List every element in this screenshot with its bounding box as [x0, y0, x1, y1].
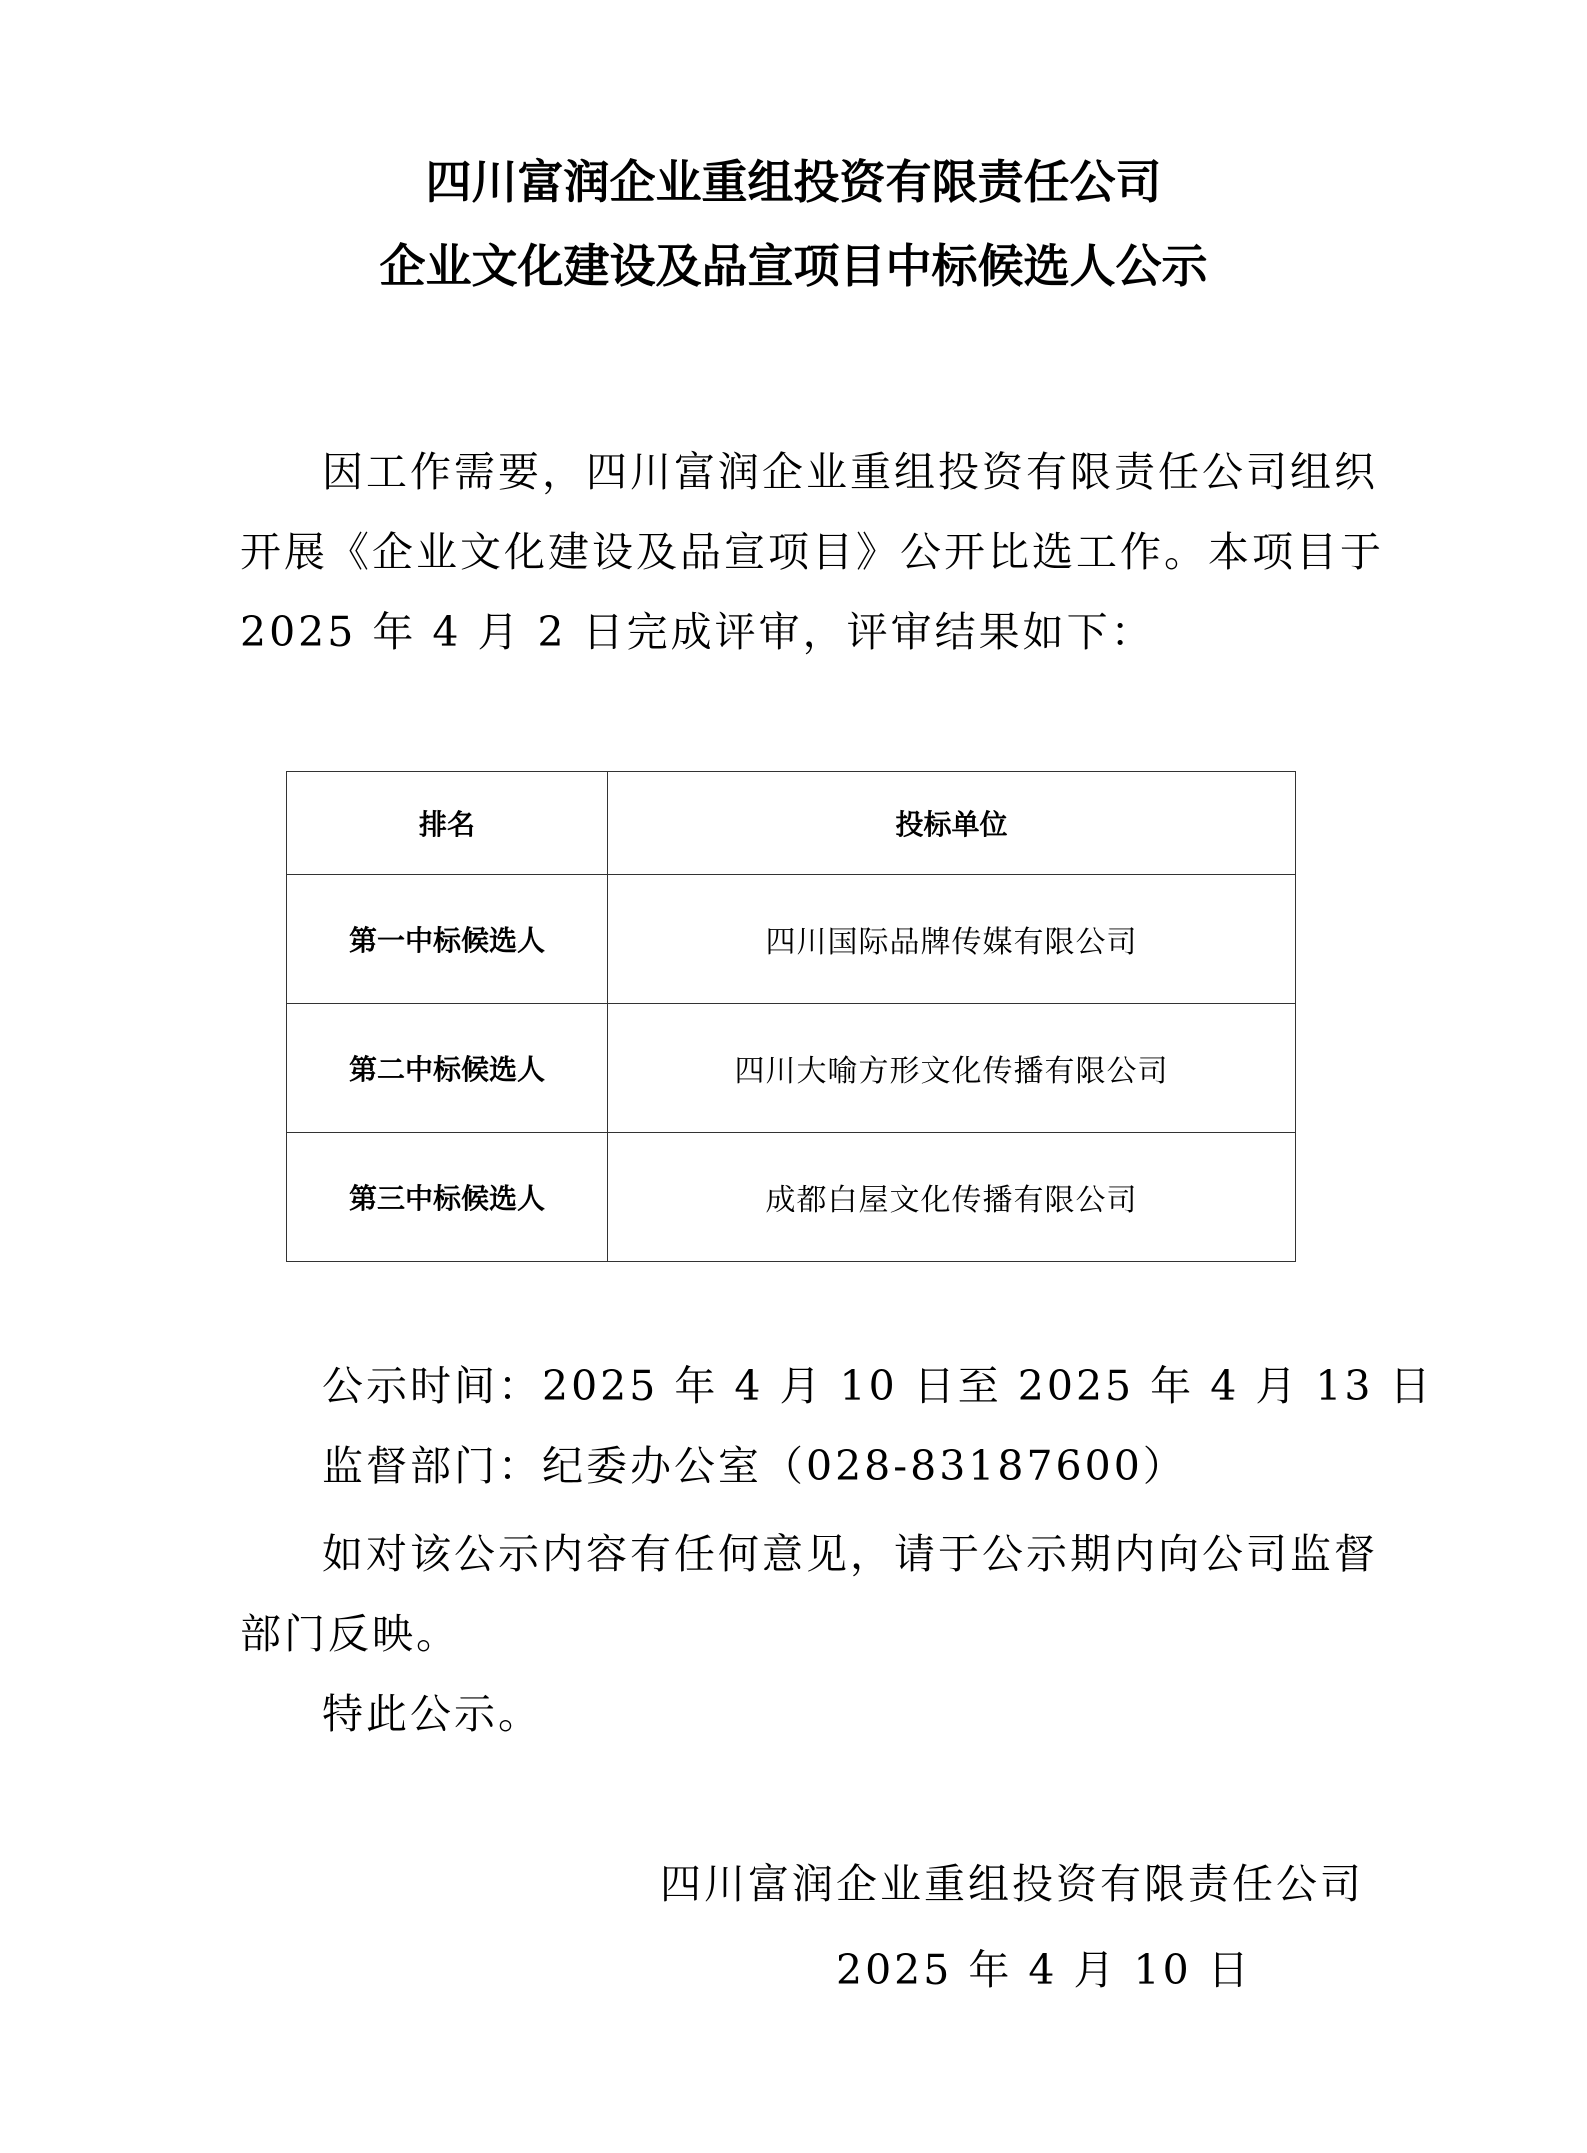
notice-feedback-line1: 如对该公示内容有任何意见，请于公示期内向公司监督	[322, 1530, 1378, 1578]
document-title-line1: 四川富润企业重组投资有限责任公司	[425, 155, 1162, 209]
header-bidder: 投标单位	[608, 772, 1296, 875]
intro-line-3: 2025 年 4 月 2 日完成评审，评审结果如下：	[240, 608, 1155, 656]
rank-cell: 第一中标候选人	[287, 875, 608, 1004]
header-rank: 排名	[287, 772, 608, 875]
rank-cell: 第三中标候选人	[287, 1133, 608, 1262]
bidder-cell: 四川国际品牌传媒有限公司	[608, 875, 1296, 1004]
rank-cell: 第二中标候选人	[287, 1004, 608, 1133]
table-header-row	[287, 772, 1296, 875]
results-table	[286, 771, 1296, 1262]
notice-closing: 特此公示。	[322, 1690, 542, 1738]
notice-period: 公示时间：2025 年 4 月 10 日至 2025 年 4 月 13 日	[322, 1362, 1434, 1410]
bidder-cell: 成都白屋文化传播有限公司	[608, 1133, 1296, 1262]
notice-supervisor: 监督部门：纪委办公室（028-83187600）	[322, 1442, 1187, 1490]
table-row	[287, 875, 1296, 1004]
table-row	[287, 1004, 1296, 1133]
intro-line-1: 因工作需要，四川富润企业重组投资有限责任公司组织	[322, 448, 1378, 496]
intro-line-2: 开展《企业文化建设及品宣项目》公开比选工作。本项目于	[240, 528, 1384, 576]
bidder-cell: 四川大喻方形文化传播有限公司	[608, 1004, 1296, 1133]
signature-company: 四川富润企业重组投资有限责任公司	[660, 1860, 1364, 1908]
signature-date: 2025 年 4 月 10 日	[836, 1946, 1252, 1994]
document-title-line2: 企业文化建设及品宣项目中标候选人公示	[379, 239, 1208, 293]
table-row	[287, 1133, 1296, 1262]
notice-feedback-line2: 部门反映。	[240, 1610, 460, 1658]
